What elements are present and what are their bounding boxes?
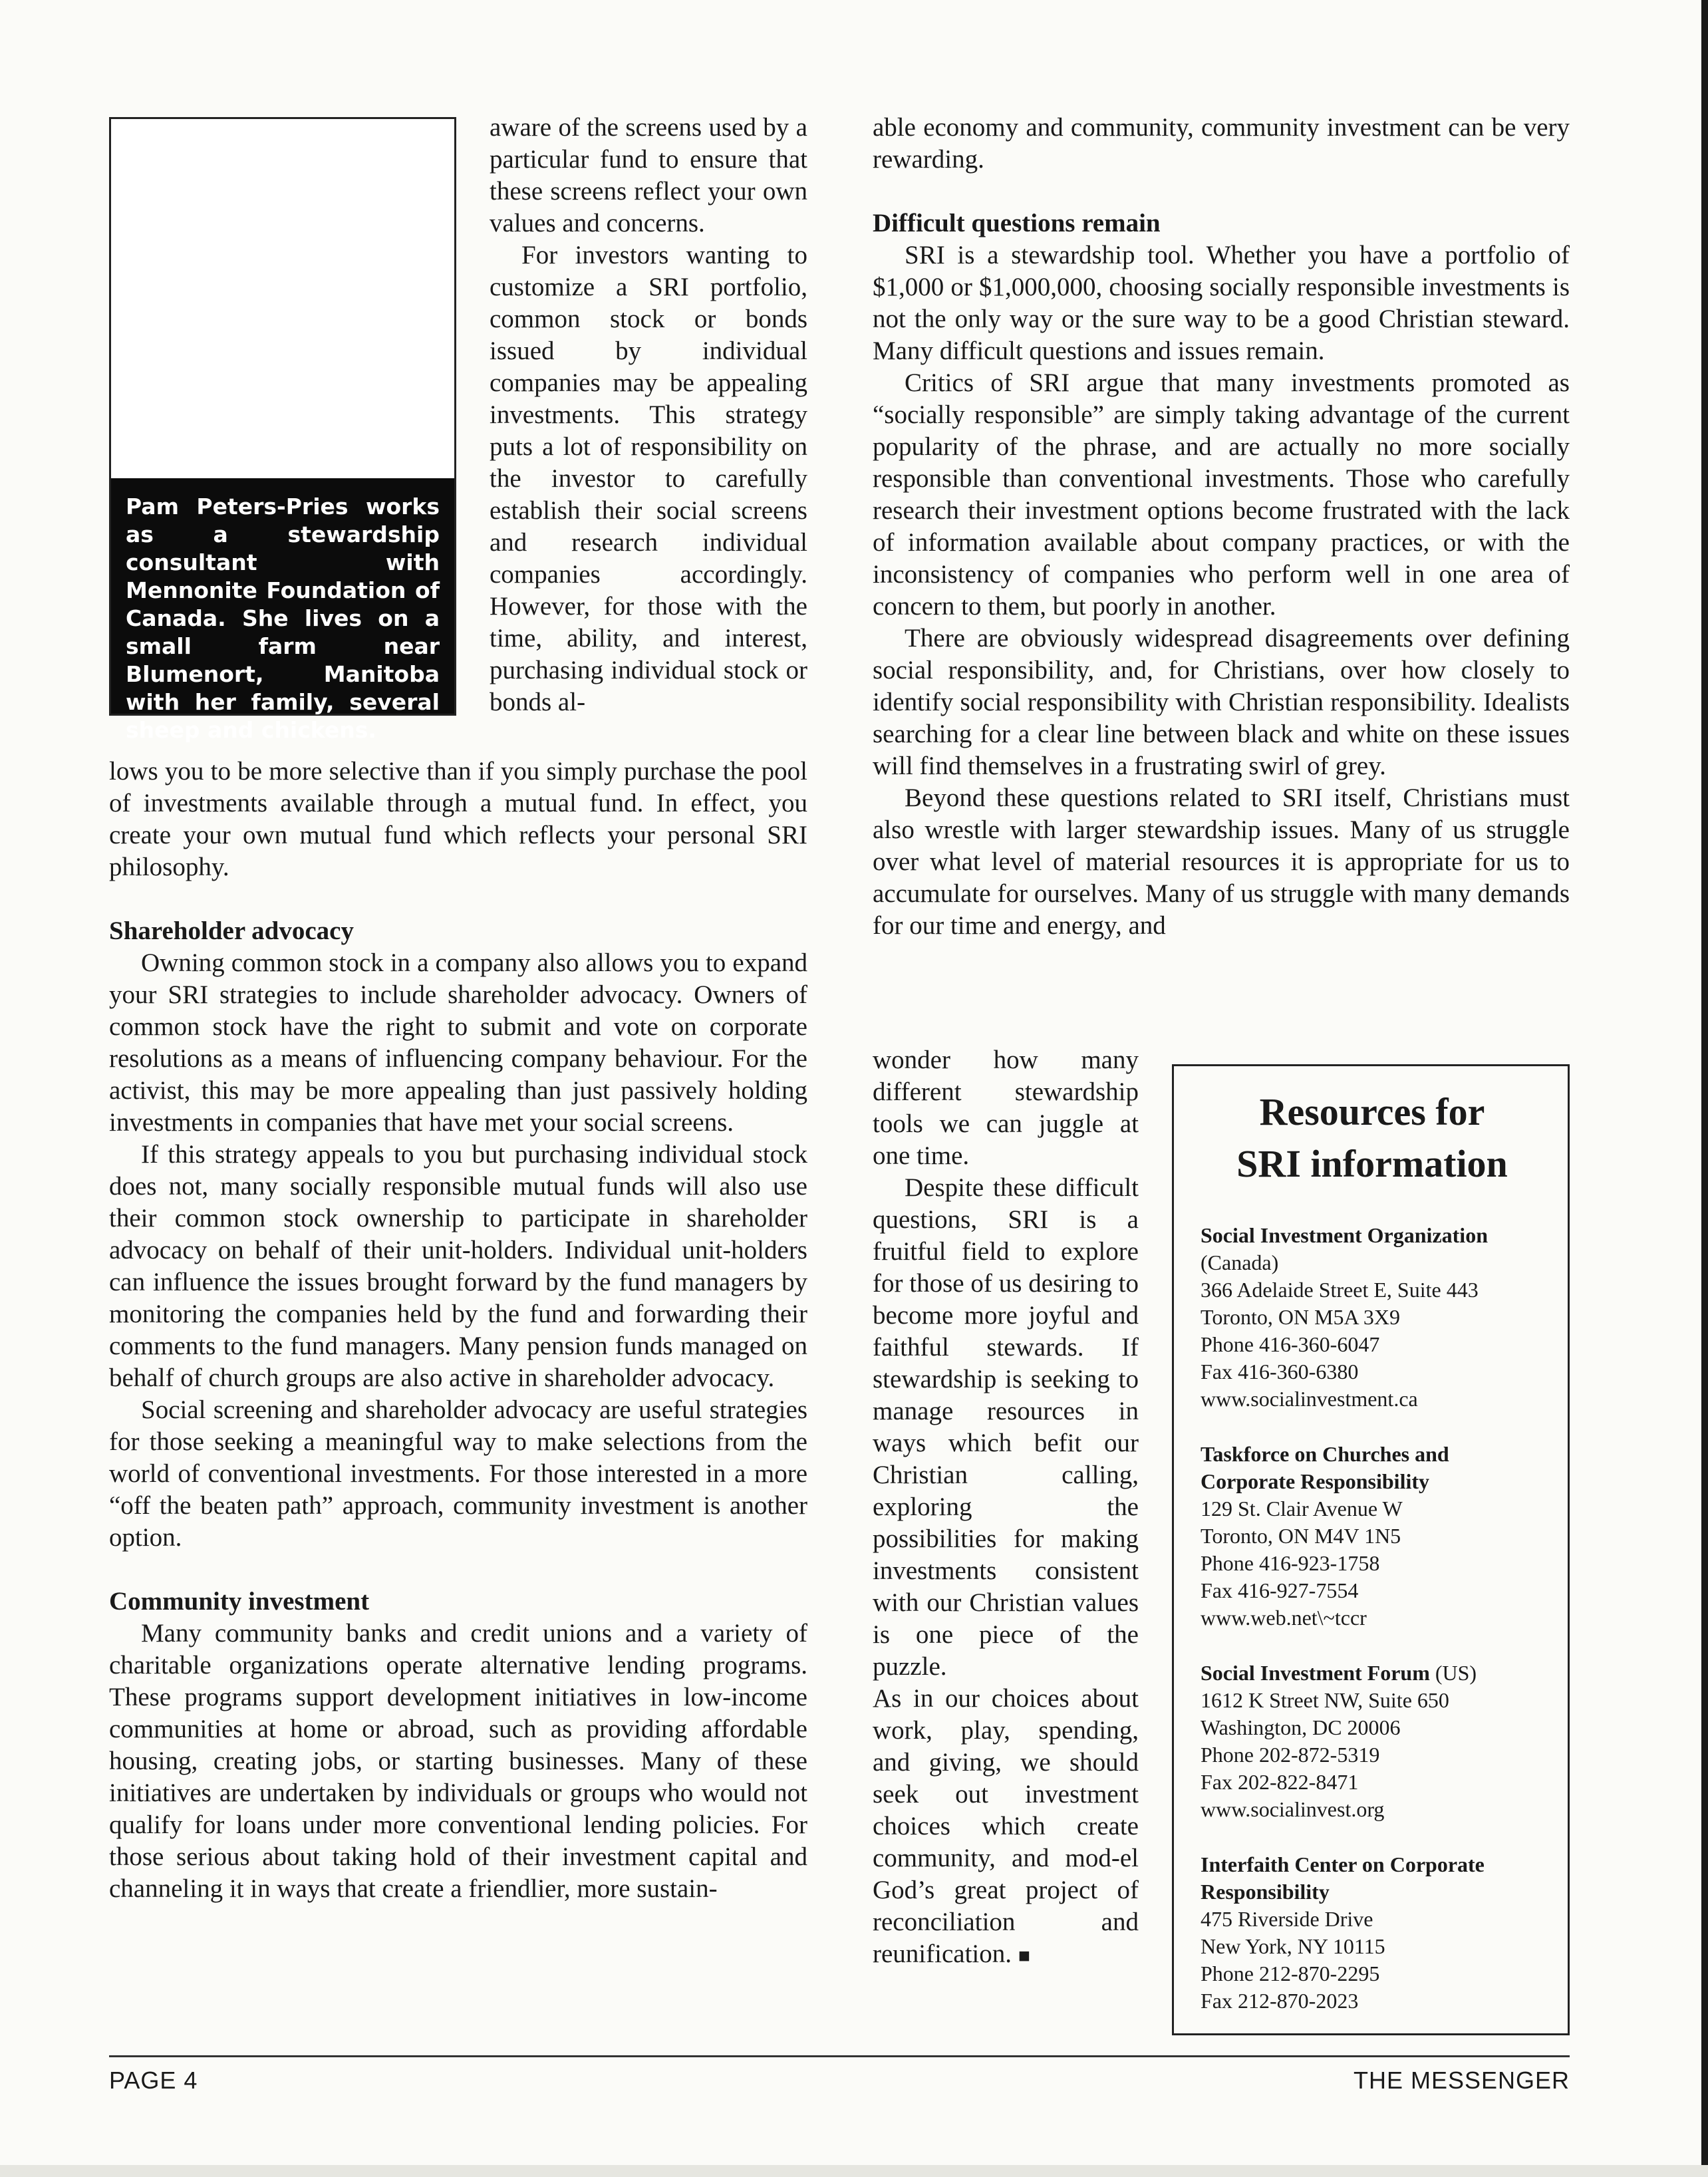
org-city: Toronto, ON M4V 1N5 — [1201, 1524, 1401, 1548]
org-address: 366 Adelaide Street E, Suite 443 — [1201, 1278, 1479, 1302]
org-website: www.web.net\~tccr — [1201, 1606, 1367, 1630]
section-heading-difficult-questions: Difficult questions remain — [873, 209, 1161, 237]
footer-divider — [109, 2055, 1570, 2057]
author-photo-box — [109, 117, 456, 743]
left-column-narrow — [490, 112, 807, 718]
paragraph: There are obviously widespread disagreements over defining social responsibility, and, for Christians, over how closely to identify social responsibility with Christian responsibility. Idealists searching for a clear line between black and white on these issues will find themselves in a frustrating swirl of grey. — [873, 624, 1570, 780]
org-name-line — [1201, 1660, 1544, 1687]
resource-org-sio — [1201, 1222, 1544, 1413]
sidebar-title-line-2: SRI information — [1236, 1142, 1508, 1185]
end-of-article-mark: ■ — [1018, 1945, 1030, 1967]
org-phone: Phone 202-872-5319 — [1201, 1743, 1380, 1767]
paragraph: Critics of SRI argue that many investments promoted as “socially responsible” are simply taking advantage of the current popularity of the phrase, and are actually no more socially responsible than conventional investments. Those who carefully research their investment options become frustrated with the lack of information available about company practices, or with the inconsistency of companies who perform well in one area of concern to them, but poorly in another. — [873, 368, 1570, 621]
org-name-line — [1201, 1851, 1544, 1906]
paragraph: able economy and community, community investment can be very rewarding. — [873, 113, 1570, 174]
paragraph: aware of the screens used by a particular fund to ensure that these screens reflect your own values and concerns. — [490, 113, 807, 237]
org-phone: Phone 416-923-1758 — [1201, 1551, 1380, 1575]
author-caption: Pam Peters-Pries works as a stewardship consultant with Mennonite Foundation of Canada. She lives on a small farm near Blumenort, Manitoba with her family, several sheep and chickens. — [111, 478, 454, 714]
paragraph: Many community banks and credit unions and a variety of charitable organizations operate alternative lending programs. These programs support development initiatives in low-income communities at home or abroad, such as providing affordable housing, creating jobs, or starting businesses. Many of these initiatives are undertaken by individuals or groups who would not qualify for loans under more conventional lending policies. For those serious about taking hold of their investment capital and channeling it in ways that create a friendlier, more sustain- — [109, 1619, 807, 1903]
org-name: Interfaith Center on Corporate Responsibility — [1201, 1852, 1485, 1904]
section-heading-community-investment: Community investment — [109, 1587, 370, 1616]
org-name: Social Investment Organization — [1201, 1223, 1488, 1247]
sidebar-title — [1201, 1086, 1544, 1190]
paragraph: lows you to be more selective than if you simply purchase the pool of investments available through a mutual fund. In effect, you create your own mutual fund which reflects your personal SRI philosophy. — [109, 757, 807, 881]
publication-name: THE MESSENGER — [1353, 2067, 1570, 2094]
org-phone: Phone 416-360-6047 — [1201, 1332, 1380, 1356]
org-city: Toronto, ON M5A 3X9 — [1201, 1305, 1400, 1329]
org-name-line — [1201, 1441, 1544, 1495]
resource-org-tccr — [1201, 1441, 1544, 1632]
paragraph: If this strategy appeals to you but purchasing individual stock does not, many socially responsible mutual funds will also use their common stock ownership to participate in shareholder advocacy on behalf of their unit-holders. Individual unit-holders can influence the issues brought forward by the fund managers by monitoring the companies held by the fund and forwarding their comments to the fund managers. Many pension funds managed on behalf of church groups are also active in shareholder advocacy. — [109, 1140, 807, 1392]
org-name: Taskforce on Churches and Corporate Responsibility — [1201, 1442, 1449, 1493]
paragraph: SRI is a stewardship tool. Whether you have a portfolio of $1,000 or $1,000,000, choosing socially responsible investments is not the only way or the sure way to be a good Christian steward. Many difficult questions and issues remain. — [873, 241, 1570, 365]
org-website: www.socialinvest.org — [1201, 1797, 1385, 1821]
org-country: (US) — [1435, 1661, 1477, 1685]
scan-edge-bottom — [0, 2165, 1708, 2177]
org-address: 1612 K Street NW, Suite 650 — [1201, 1688, 1449, 1712]
org-fax: Fax 202-822-8471 — [1201, 1770, 1359, 1794]
right-column-top — [873, 112, 1570, 942]
org-name-line — [1201, 1222, 1544, 1276]
section-heading-shareholder-advocacy: Shareholder advocacy — [109, 917, 354, 945]
paragraph: Beyond these questions related to SRI itself, Christians must also wrestle with larger stewardship issues. Many of us struggle over what level of material resources it is appropriate for us to accumulate for ourselves. Many of us struggle with many demands for our time and energy, and — [873, 784, 1570, 940]
page-number: PAGE 4 — [109, 2067, 198, 2094]
left-column-wide — [109, 756, 807, 1905]
org-country: (Canada) — [1201, 1250, 1279, 1274]
paragraph: Owning common stock in a company also allows you to expand your SRI strategies to include shareholder advocacy. Owners of common stock have the right to submit and vote on corporate resolutions as a means of influencing company behaviour. For the activist, this may be more appealing than just passively holding investments in companies that have met your social screens. — [109, 948, 807, 1137]
paragraph: Despite these difficult questions, SRI is a fruitful field to explore for those of us desiring to become more joyful and faithful stewards. If stewardship is seeking to manage resources in ways which befit our Christian calling, exploring the possibilities for making investments consistent with our Christian values is one piece of the puzzle. — [873, 1173, 1139, 1681]
org-fax: Fax 212-870-2023 — [1201, 1989, 1359, 2013]
scan-edge — [1701, 0, 1708, 2177]
author-photo — [111, 119, 454, 478]
org-fax: Fax 416-927-7554 — [1201, 1578, 1359, 1602]
resource-org-iccr — [1201, 1851, 1544, 2015]
org-website: www.socialinvestment.ca — [1201, 1387, 1418, 1411]
resources-sidebar — [1172, 1064, 1570, 2035]
right-column-narrow — [873, 1044, 1139, 1972]
closing-paragraph-text: As in our choices about work, play, spending, and giving, we should seek out investment choices which create community, and mod-el God’s great project of reconciliation and reunification. — [873, 1684, 1139, 1968]
org-address: 129 St. Clair Avenue W — [1201, 1497, 1403, 1521]
paragraph: For investors wanting to customize a SRI portfolio, common stock or bonds issued by individual companies may be appealing investments. This strategy puts a lot of responsibility on the investor to carefully establish their social screens and research individual companies accordingly. However, for those with the time, ability, and interest, purchasing individual stock or bonds al- — [490, 241, 807, 716]
org-city: Washington, DC 20006 — [1201, 1715, 1401, 1739]
paragraph: Social screening and shareholder advocacy are useful strategies for those seeking a meaningful way to make selections from the world of conventional investments. For those interested in a more “off the beaten path” approach, community investment is another option. — [109, 1395, 807, 1552]
paragraph: wonder how many different stewardship tools we can juggle at one time. — [873, 1046, 1139, 1170]
org-name: Social Investment Forum — [1201, 1661, 1430, 1685]
org-phone: Phone 212-870-2295 — [1201, 1961, 1380, 1985]
resource-org-sif — [1201, 1660, 1544, 1823]
paragraph — [873, 1683, 1139, 1972]
org-fax: Fax 416-360-6380 — [1201, 1360, 1359, 1383]
org-city: New York, NY 10115 — [1201, 1934, 1385, 1958]
org-address: 475 Riverside Drive — [1201, 1907, 1373, 1931]
sidebar-title-line-1: Resources for — [1259, 1090, 1485, 1133]
